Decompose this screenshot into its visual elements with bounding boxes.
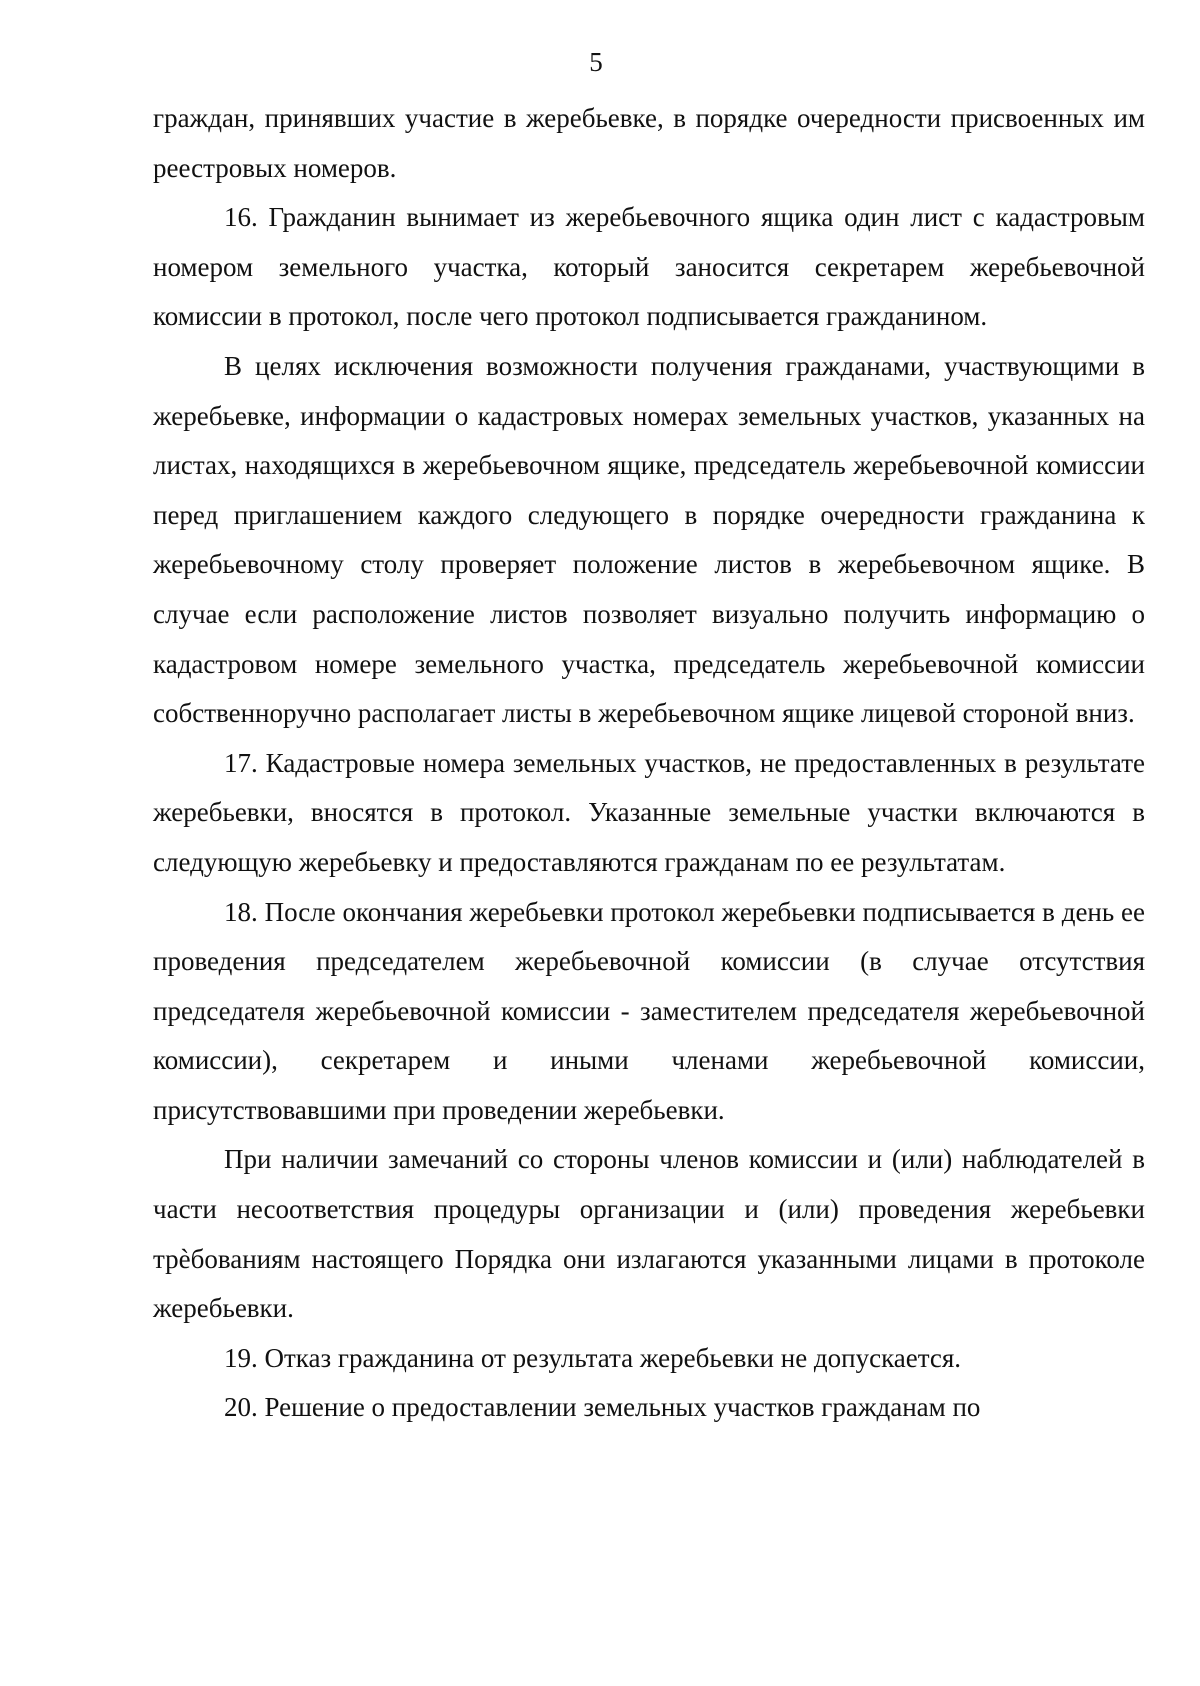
document-body xyxy=(153,94,1145,1433)
paragraph-item-16: 16. Гражданин вынимает из жеребьевочного ящика один лист с кадастровым номером земельного участка, который заносится секретарем жеребьевочной комиссии в протокол, после чего протокол подписывается гражданином. xyxy=(153,202,1145,332)
paragraph-continuation: граждан, принявших участие в жеребьевке, в порядке очередности присвоенных им реестровых номеров. xyxy=(153,103,1145,183)
paragraph-item-18: 18. После окончания жеребьевки протокол жеребьевки подписывается в день ее проведения председателем жеребьевочной комиссии (в случае отсутствия председателя жеребьевочной комиссии - заместителем председателя жеребьевочной комиссии), секретарем и иными членами жеребьевочной комиссии, присутствовавшими при проведении жеребьевки. xyxy=(153,896,1145,1125)
paragraph-remarks: При наличии замечаний со стороны членов комиссии и (или) наблюдателей в части несоответствия процедуры организации и (или) проведения жеребьевки трѐбованиям настоящего Порядка они излагаются указанными лицами в протоколе жеребьевки. xyxy=(153,1144,1145,1324)
paragraph-item-20: 20. Решение о предоставлении земельных участков гражданам по xyxy=(224,1392,981,1423)
paragraph-item-19: 19. Отказ гражданина от результата жеребьевки не допускается. xyxy=(224,1342,962,1373)
paragraph-item-17: 17. Кадастровые номера земельных участков, не предоставленных в результате жеребьевки, вносятся в протокол. Указанные земельные участки включаются в следующую жеребьевку и предоставляются гражданам по ее результатам. xyxy=(153,747,1145,877)
paragraph-sheet-check: В целях исключения возможности получения гражданами, участвующими в жеребьевке, информации о кадастровых номерах земельных участков, указанных на листах, находящихся в жеребьевочном ящике, председатель жеребьевочной комиссии перед приглашением каждого следующего в порядке очередности гражданина к жеребьевочному столу проверяет положение листов в жеребьевочном ящике. В случае если расположение листов позволяет визуально получить информацию о кадастровом номере земельного участка, председатель жеребьевочной комиссии собственноручно располагает листы в жеребьевочном ящике лицевой стороной вниз. xyxy=(153,350,1145,729)
page-number: 5 xyxy=(589,47,603,77)
